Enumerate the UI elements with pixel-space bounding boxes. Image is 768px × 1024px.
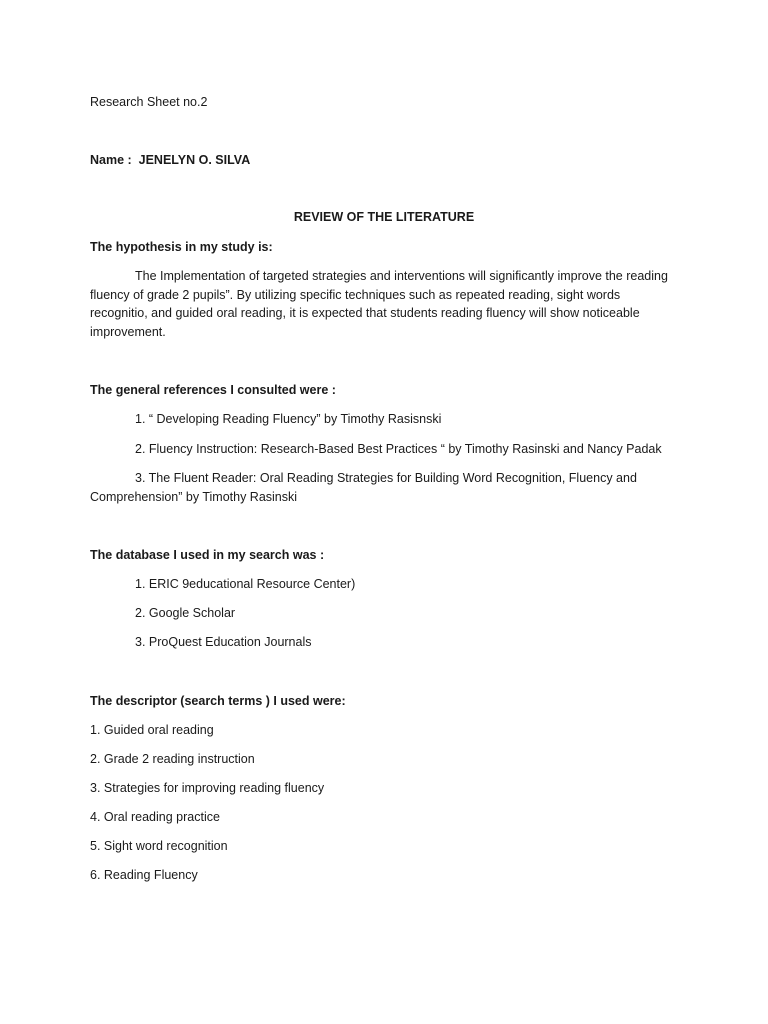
- hypothesis-text: The Implementation of targeted strategies and interventions will significantly improve the reading fluency of grade 2 pupils”. By utilizing specific techniques such as repeated reading, sight words recognitio, and guided oral reading, it is expected that students reading fluency will show noticeable improvement.: [90, 269, 668, 339]
- name-line: [90, 151, 250, 170]
- descriptor-item: 2. Grade 2 reading instruction: [90, 752, 255, 766]
- database-item: 3. ProQuest Education Journals: [135, 635, 312, 649]
- reference-item: 1. “ Developing Reading Fluency” by Timothy Rasisnski: [135, 412, 442, 426]
- name-value: JENELYN O. SILVA: [138, 153, 251, 167]
- database-item: 1. ERIC 9educational Resource Center): [135, 577, 356, 591]
- sheet-title: Research Sheet no.2: [90, 95, 208, 109]
- reference-item: 2. Fluency Instruction: Research-Based Best Practices “ by Timothy Rasinski and Nancy Padak: [135, 442, 662, 456]
- descriptor-item: 5. Sight word recognition: [90, 839, 228, 853]
- descriptor-item: 3. Strategies for improving reading fluency: [90, 781, 325, 795]
- descriptor-item: 4. Oral reading practice: [90, 810, 220, 824]
- descriptor-item: 1. Guided oral reading: [90, 723, 214, 737]
- descriptors-heading: The descriptor (search terms ) I used were:: [90, 694, 346, 708]
- hypothesis-heading: The hypothesis in my study is:: [90, 240, 273, 254]
- section-heading: REVIEW OF THE LITERATURE: [293, 210, 475, 224]
- references-heading: The general references I consulted were :: [90, 383, 336, 397]
- databases-heading: The database I used in my search was :: [90, 548, 325, 562]
- name-label: Name :: [90, 153, 132, 167]
- database-item: 2. Google Scholar: [135, 606, 236, 620]
- reference-item: 3. The Fluent Reader: Oral Reading Strategies for Building Word Recognition, Fluency and Comprehension” by Timothy Rasinski: [90, 471, 637, 504]
- descriptor-item: 6. Reading Fluency: [90, 868, 198, 882]
